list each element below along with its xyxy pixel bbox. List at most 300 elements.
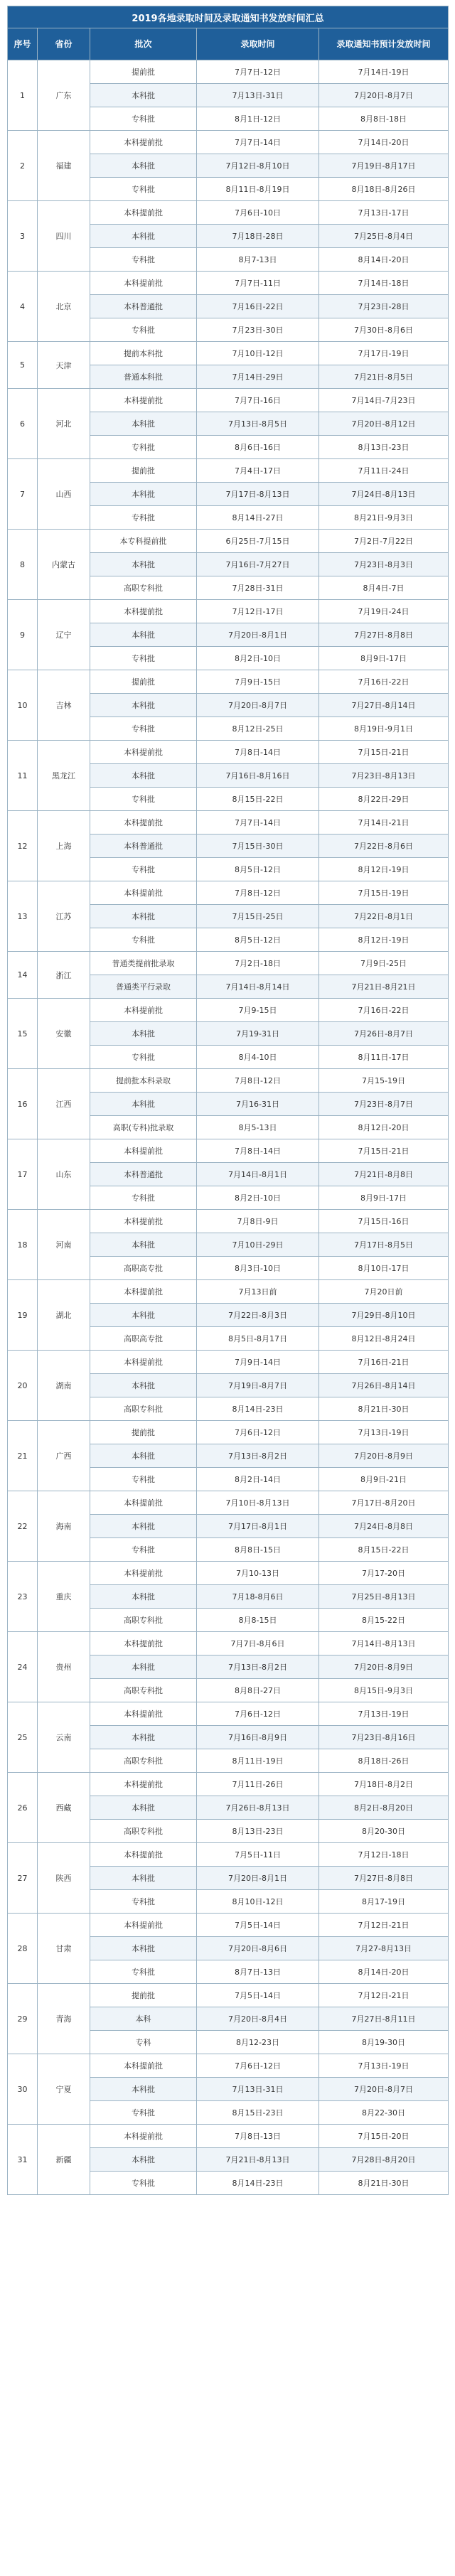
admission-time-cell: 7月16日-7月27日 (197, 553, 319, 576)
notice-time-cell: 7月23日-8月16日 (319, 1726, 449, 1749)
notice-time-cell: 8月15-22日 (319, 1609, 449, 1632)
admission-time-cell: 7月15日-30日 (197, 834, 319, 858)
row-number: 14 (8, 952, 38, 999)
table-row (8, 2054, 449, 2078)
admission-time-cell: 8月12日-25日 (197, 717, 319, 741)
notice-time-cell: 7月23日-8月13日 (319, 764, 449, 788)
row-number: 24 (8, 1632, 38, 1702)
table-row (8, 530, 449, 553)
batch-cell: 专科批 (90, 506, 197, 530)
admission-time-cell: 8月12-23日 (197, 2031, 319, 2054)
batch-cell: 本科批 (90, 154, 197, 178)
row-number: 19 (8, 1280, 38, 1351)
header-row (8, 28, 449, 60)
admission-time-cell: 7月14日-8月14日 (197, 975, 319, 999)
notice-time-cell: 8月9日-17日 (319, 1186, 449, 1210)
province-name: 河南 (38, 1210, 90, 1280)
admission-time-cell: 7月13日-8月5日 (197, 412, 319, 436)
batch-cell: 本科提前批 (90, 741, 197, 764)
admission-time-cell: 7月15日-25日 (197, 905, 319, 928)
admission-time-cell: 7月10日-12日 (197, 342, 319, 365)
admission-time-cell: 8月13日-23日 (197, 1820, 319, 1843)
admission-time-cell: 8月5日-8月17日 (197, 1327, 319, 1351)
notice-time-cell: 7月16日-22日 (319, 999, 449, 1022)
batch-cell: 专科批 (90, 436, 197, 459)
batch-cell: 本科批 (90, 694, 197, 717)
admission-time-cell: 7月8日-9日 (197, 1210, 319, 1233)
notice-time-cell: 8月18日-8月26日 (319, 178, 449, 201)
admission-time-cell: 7月19日-8月7日 (197, 1374, 319, 1397)
batch-cell: 本科批 (90, 1585, 197, 1609)
admission-time-cell: 8月10日-12日 (197, 1890, 319, 1914)
batch-cell: 本科批 (90, 1515, 197, 1538)
batch-cell: 专科批 (90, 717, 197, 741)
row-number: 21 (8, 1421, 38, 1491)
admission-time-cell: 7月7日-8月6日 (197, 1632, 319, 1655)
admission-time-cell: 8月11日-8月19日 (197, 178, 319, 201)
row-number: 3 (8, 201, 38, 272)
admission-time-cell: 7月13日前 (197, 1280, 319, 1304)
batch-cell: 高职专科批 (90, 1609, 197, 1632)
admission-time-cell: 7月22日-8月3日 (197, 1304, 319, 1327)
header-batch: 批次 (90, 28, 197, 60)
admission-time-cell: 7月5日-11日 (197, 1843, 319, 1867)
batch-cell: 本科提前批 (90, 1562, 197, 1585)
notice-time-cell: 7月15日-19日 (319, 881, 449, 905)
province-name: 吉林 (38, 670, 90, 741)
row-number: 4 (8, 272, 38, 342)
notice-time-cell: 7月13日-19日 (319, 2054, 449, 2078)
notice-time-cell: 7月26日-8月14日 (319, 1374, 449, 1397)
row-number: 1 (8, 60, 38, 131)
batch-cell: 本科提前批 (90, 881, 197, 905)
batch-cell: 专科批 (90, 178, 197, 201)
admission-time-cell: 7月10日-8月13日 (197, 1491, 319, 1515)
table-row (8, 741, 449, 764)
notice-time-cell: 7月17-20日 (319, 1562, 449, 1585)
province-name: 天津 (38, 342, 90, 389)
batch-cell: 高职高专批 (90, 1257, 197, 1280)
batch-cell: 专科批 (90, 1186, 197, 1210)
table-row (8, 131, 449, 154)
table-row (8, 1562, 449, 1585)
row-number: 11 (8, 741, 38, 811)
batch-cell: 本科提前批 (90, 272, 197, 295)
batch-cell: 本科批 (90, 1233, 197, 1257)
admission-time-cell: 7月8日-14日 (197, 741, 319, 764)
row-number: 6 (8, 389, 38, 459)
batch-cell: 本科批 (90, 1867, 197, 1890)
notice-time-cell: 8月21日-30日 (319, 1397, 449, 1421)
province-name: 内蒙古 (38, 530, 90, 600)
batch-cell: 本科提前批 (90, 1843, 197, 1867)
notice-time-cell: 7月14日-19日 (319, 60, 449, 84)
notice-time-cell: 8月9日-21日 (319, 1468, 449, 1491)
notice-time-cell: 7月29日-8月10日 (319, 1304, 449, 1327)
notice-time-cell: 8月22-30日 (319, 2101, 449, 2125)
batch-cell: 本科提前批 (90, 2125, 197, 2148)
admission-time-cell: 8月5日-12日 (197, 928, 319, 952)
table-row (8, 1210, 449, 1233)
notice-time-cell: 7月15日-21日 (319, 1139, 449, 1163)
notice-time-cell: 7月27日-8月8日 (319, 1867, 449, 1890)
admission-time-cell: 7月9日-15日 (197, 670, 319, 694)
admission-time-cell: 7月17日-8月13日 (197, 483, 319, 506)
notice-time-cell: 7月23日-8月3日 (319, 553, 449, 576)
batch-cell: 提前批本科录取 (90, 1069, 197, 1093)
notice-time-cell: 7月15日-21日 (319, 741, 449, 764)
admission-time-cell: 7月18-8月6日 (197, 1585, 319, 1609)
row-number: 13 (8, 881, 38, 952)
batch-cell: 本科提前批 (90, 2054, 197, 2078)
notice-time-cell: 7月23日-28日 (319, 295, 449, 318)
province-name: 重庆 (38, 1562, 90, 1632)
admission-time-cell: 7月5日-14日 (197, 1984, 319, 2007)
admission-time-cell: 8月6日-16日 (197, 436, 319, 459)
province-name: 上海 (38, 811, 90, 881)
notice-time-cell: 7月16日-21日 (319, 1351, 449, 1374)
province-name: 山西 (38, 459, 90, 530)
table-row (8, 1491, 449, 1515)
province-name: 山东 (38, 1139, 90, 1210)
batch-cell: 本科批 (90, 1093, 197, 1116)
notice-time-cell: 7月22日-8月6日 (319, 834, 449, 858)
admission-time-cell: 8月14日-23日 (197, 2172, 319, 2195)
notice-time-cell: 7月26日-8月7日 (319, 1022, 449, 1046)
notice-time-cell: 7月11日-24日 (319, 459, 449, 483)
notice-time-cell: 7月19日-24日 (319, 600, 449, 623)
batch-cell: 专科 (90, 2031, 197, 2054)
admission-time-cell: 7月16日-8月16日 (197, 764, 319, 788)
admission-time-cell: 7月7日-11日 (197, 272, 319, 295)
table-row (8, 1139, 449, 1163)
batch-cell: 高职专科批 (90, 576, 197, 600)
batch-cell: 高职(专科)批录取 (90, 1116, 197, 1139)
notice-time-cell: 7月2日-7月22日 (319, 530, 449, 553)
batch-cell: 本科普通批 (90, 295, 197, 318)
row-number: 27 (8, 1843, 38, 1914)
row-number: 26 (8, 1773, 38, 1843)
admission-time-cell: 7月7日-12日 (197, 60, 319, 84)
header-notice-time: 录取通知书预计发放时间 (319, 28, 449, 60)
admission-time-cell: 7月19-31日 (197, 1022, 319, 1046)
province-name: 广西 (38, 1421, 90, 1491)
admission-time-cell: 7月7日-14日 (197, 131, 319, 154)
batch-cell: 专科批 (90, 1960, 197, 1984)
table-row (8, 881, 449, 905)
admission-time-cell: 7月11日-26日 (197, 1773, 319, 1796)
admission-time-cell: 7月6日-10日 (197, 201, 319, 225)
header-no: 序号 (8, 28, 38, 60)
admission-time-cell: 7月8日-12日 (197, 881, 319, 905)
notice-time-cell: 7月14日-18日 (319, 272, 449, 295)
batch-cell: 专科批 (90, 1468, 197, 1491)
row-number: 10 (8, 670, 38, 741)
batch-cell: 本科批 (90, 1726, 197, 1749)
notice-time-cell: 7月20日-8月7日 (319, 2078, 449, 2101)
notice-time-cell: 7月25日-8月4日 (319, 225, 449, 248)
province-name: 陕西 (38, 1843, 90, 1914)
province-name: 青海 (38, 1984, 90, 2054)
table-row (8, 1773, 449, 1796)
batch-cell: 本科提前批 (90, 201, 197, 225)
notice-time-cell: 7月15日-20日 (319, 2125, 449, 2148)
batch-cell: 本科提前批 (90, 1773, 197, 1796)
notice-time-cell: 7月22日-8月1日 (319, 905, 449, 928)
admission-time-cell: 7月10日-29日 (197, 1233, 319, 1257)
table-row (8, 60, 449, 84)
admission-time-cell: 7月20日-8月1日 (197, 1867, 319, 1890)
admission-time-cell: 8月2日-14日 (197, 1468, 319, 1491)
row-number: 8 (8, 530, 38, 600)
table-row (8, 811, 449, 834)
province-name: 北京 (38, 272, 90, 342)
admission-time-cell: 8月2日-10日 (197, 1186, 319, 1210)
table-row (8, 342, 449, 365)
batch-cell: 提前批 (90, 459, 197, 483)
table-row (8, 459, 449, 483)
notice-time-cell: 7月24日-8月13日 (319, 483, 449, 506)
admission-time-cell: 7月8日-13日 (197, 2125, 319, 2148)
notice-time-cell: 7月18日-8月2日 (319, 1773, 449, 1796)
province-name: 黑龙江 (38, 741, 90, 811)
province-name: 江苏 (38, 881, 90, 952)
notice-time-cell: 7月9日-25日 (319, 952, 449, 975)
province-name: 四川 (38, 201, 90, 272)
batch-cell: 本科提前批 (90, 1491, 197, 1515)
table-row (8, 201, 449, 225)
admission-time-cell: 8月8-15日 (197, 1609, 319, 1632)
batch-cell: 本科批 (90, 1304, 197, 1327)
batch-cell: 本科批 (90, 2148, 197, 2172)
admission-time-cell: 7月12日-17日 (197, 600, 319, 623)
admission-time-cell: 7月20日-8月7日 (197, 694, 319, 717)
row-number: 28 (8, 1914, 38, 1984)
notice-time-cell: 8月21日-9月3日 (319, 506, 449, 530)
admission-time-cell: 7月14日-29日 (197, 365, 319, 389)
batch-cell: 高职专科批 (90, 1820, 197, 1843)
batch-cell: 提前批 (90, 60, 197, 84)
notice-time-cell: 7月20日-8月12日 (319, 412, 449, 436)
table-row (8, 1843, 449, 1867)
batch-cell: 专科批 (90, 788, 197, 811)
notice-time-cell: 8月15日-9月3日 (319, 1679, 449, 1702)
table-row (8, 999, 449, 1022)
batch-cell: 本科批 (90, 1796, 197, 1820)
table-row (8, 1421, 449, 1444)
batch-cell: 本科批 (90, 1444, 197, 1468)
batch-cell: 专科批 (90, 928, 197, 952)
table-row (8, 1632, 449, 1655)
notice-time-cell: 7月21日-8月8日 (319, 1163, 449, 1186)
table-row (8, 389, 449, 412)
notice-time-cell: 8月2日-8月20日 (319, 1796, 449, 1820)
admission-time-cell: 8月7-13日 (197, 248, 319, 272)
batch-cell: 高职专科批 (90, 1749, 197, 1773)
admission-time-cell: 8月5日-12日 (197, 858, 319, 881)
batch-cell: 本科普通批 (90, 1163, 197, 1186)
province-name: 辽宁 (38, 600, 90, 670)
batch-cell: 提前批 (90, 1984, 197, 2007)
batch-cell: 本科提前批 (90, 1280, 197, 1304)
table-row (8, 1702, 449, 1726)
batch-cell: 专科批 (90, 1046, 197, 1069)
notice-time-cell: 7月28日-8月20日 (319, 2148, 449, 2172)
batch-cell: 专科批 (90, 248, 197, 272)
batch-cell: 本科提前批 (90, 131, 197, 154)
batch-cell: 普通类提前批录取 (90, 952, 197, 975)
notice-time-cell: 8月10日-17日 (319, 1257, 449, 1280)
admission-time-cell: 7月5日-14日 (197, 1914, 319, 1937)
notice-time-cell: 7月13日-19日 (319, 1421, 449, 1444)
batch-cell: 提前本科批 (90, 342, 197, 365)
admission-time-cell: 8月14日-23日 (197, 1397, 319, 1421)
notice-time-cell: 7月15日-16日 (319, 1210, 449, 1233)
notice-time-cell: 7月27日-8月8日 (319, 623, 449, 647)
admission-time-cell: 7月13日-8月2日 (197, 1444, 319, 1468)
batch-cell: 本专科提前批 (90, 530, 197, 553)
batch-cell: 本科普通批 (90, 834, 197, 858)
notice-time-cell: 7月13日-19日 (319, 1702, 449, 1726)
admission-time-cell: 7月13日-31日 (197, 84, 319, 107)
admission-time-cell: 7月14日-8月1日 (197, 1163, 319, 1186)
admission-time-cell: 8月11日-19日 (197, 1749, 319, 1773)
admission-time-cell: 7月20日-8月1日 (197, 623, 319, 647)
notice-time-cell: 8月11日-17日 (319, 1046, 449, 1069)
province-name: 甘肃 (38, 1914, 90, 1984)
admission-time-cell: 7月2日-18日 (197, 952, 319, 975)
notice-time-cell: 7月12日-18日 (319, 1843, 449, 1867)
notice-time-cell: 7月27-8月13日 (319, 1937, 449, 1960)
batch-cell: 本科提前批 (90, 1632, 197, 1655)
notice-time-cell: 8月21日-30日 (319, 2172, 449, 2195)
batch-cell: 本科批 (90, 84, 197, 107)
notice-time-cell: 7月20日-8月7日 (319, 84, 449, 107)
admission-time-cell: 7月20日-8月4日 (197, 2007, 319, 2031)
province-name: 贵州 (38, 1632, 90, 1702)
batch-cell: 本科批 (90, 905, 197, 928)
table-body (8, 60, 449, 2195)
notice-time-cell: 8月12日-8月24日 (319, 1327, 449, 1351)
admission-time-cell: 7月16日-8月9日 (197, 1726, 319, 1749)
batch-cell: 普通本科批 (90, 365, 197, 389)
notice-time-cell: 8月14日-20日 (319, 248, 449, 272)
notice-time-cell: 8月19日-9月1日 (319, 717, 449, 741)
admission-table (7, 6, 449, 2195)
batch-cell: 本科提前批 (90, 1702, 197, 1726)
table-row (8, 952, 449, 975)
notice-time-cell: 7月27日-8月14日 (319, 694, 449, 717)
batch-cell: 专科批 (90, 1890, 197, 1914)
admission-time-cell: 7月28日-31日 (197, 576, 319, 600)
notice-time-cell: 7月17日-8月5日 (319, 1233, 449, 1257)
notice-time-cell: 7月12日-21日 (319, 1914, 449, 1937)
admission-time-cell: 8月14日-27日 (197, 506, 319, 530)
batch-cell: 本科批 (90, 2078, 197, 2101)
batch-cell: 本科批 (90, 412, 197, 436)
page (7, 0, 448, 2195)
header-province: 省份 (38, 28, 90, 60)
batch-cell: 本科提前批 (90, 1139, 197, 1163)
notice-time-cell: 8月20-30日 (319, 1820, 449, 1843)
notice-time-cell: 7月20日前 (319, 1280, 449, 1304)
batch-cell: 本科批 (90, 1022, 197, 1046)
batch-cell: 专科批 (90, 1538, 197, 1562)
notice-time-cell: 7月14日-20日 (319, 131, 449, 154)
admission-time-cell: 8月15日-22日 (197, 788, 319, 811)
admission-time-cell: 7月18日-28日 (197, 225, 319, 248)
admission-time-cell: 7月7日-16日 (197, 389, 319, 412)
batch-cell: 专科批 (90, 318, 197, 342)
batch-cell: 本科批 (90, 483, 197, 506)
row-number: 5 (8, 342, 38, 389)
row-number: 7 (8, 459, 38, 530)
batch-cell: 专科批 (90, 647, 197, 670)
admission-time-cell: 7月16-31日 (197, 1093, 319, 1116)
row-number: 30 (8, 2054, 38, 2125)
header-admission-time: 录取时间 (197, 28, 319, 60)
table-row (8, 2125, 449, 2148)
row-number: 2 (8, 131, 38, 201)
admission-time-cell: 7月8日-14日 (197, 1139, 319, 1163)
admission-time-cell: 7月8日-12日 (197, 1069, 319, 1093)
row-number: 15 (8, 999, 38, 1069)
notice-time-cell: 7月27日-8月11日 (319, 2007, 449, 2031)
notice-time-cell: 7月24日-8月8日 (319, 1515, 449, 1538)
admission-time-cell: 7月13日-8月2日 (197, 1655, 319, 1679)
table-title: 2019各地录取时间及录取通知书发放时间汇总 (8, 6, 449, 28)
admission-time-cell: 8月1日-12日 (197, 107, 319, 131)
row-number: 9 (8, 600, 38, 670)
row-number: 25 (8, 1702, 38, 1773)
admission-time-cell: 8月7日-13日 (197, 1960, 319, 1984)
batch-cell: 高职专科批 (90, 1679, 197, 1702)
row-number: 18 (8, 1210, 38, 1280)
table-row (8, 670, 449, 694)
notice-time-cell: 8月9日-17日 (319, 647, 449, 670)
admission-time-cell: 8月8日-15日 (197, 1538, 319, 1562)
batch-cell: 本科批 (90, 1374, 197, 1397)
admission-time-cell: 8月5-13日 (197, 1116, 319, 1139)
admission-time-cell: 7月21日-8月13日 (197, 2148, 319, 2172)
notice-time-cell: 7月14日-7月23日 (319, 389, 449, 412)
notice-time-cell: 8月22日-29日 (319, 788, 449, 811)
row-number: 29 (8, 1984, 38, 2054)
admission-time-cell: 7月20日-8月6日 (197, 1937, 319, 1960)
batch-cell: 提前批 (90, 670, 197, 694)
admission-time-cell: 7月9日-14日 (197, 1351, 319, 1374)
notice-time-cell: 8月12日-20日 (319, 1116, 449, 1139)
notice-time-cell: 7月13日-17日 (319, 201, 449, 225)
batch-cell: 本科批 (90, 1937, 197, 1960)
admission-time-cell: 7月9-15日 (197, 999, 319, 1022)
row-number: 17 (8, 1139, 38, 1210)
batch-cell: 提前批 (90, 1421, 197, 1444)
province-name: 湖南 (38, 1351, 90, 1421)
notice-time-cell: 7月21日-8月5日 (319, 365, 449, 389)
province-name: 江西 (38, 1069, 90, 1139)
batch-cell: 本科批 (90, 225, 197, 248)
province-name: 安徽 (38, 999, 90, 1069)
batch-cell: 本科提前批 (90, 1914, 197, 1937)
province-name: 浙江 (38, 952, 90, 999)
notice-time-cell: 7月23日-8月7日 (319, 1093, 449, 1116)
notice-time-cell: 7月17日-8月20日 (319, 1491, 449, 1515)
admission-time-cell: 7月10-13日 (197, 1562, 319, 1585)
notice-time-cell: 7月19日-8月17日 (319, 154, 449, 178)
province-name: 广东 (38, 60, 90, 131)
admission-time-cell: 7月12日-8月10日 (197, 154, 319, 178)
